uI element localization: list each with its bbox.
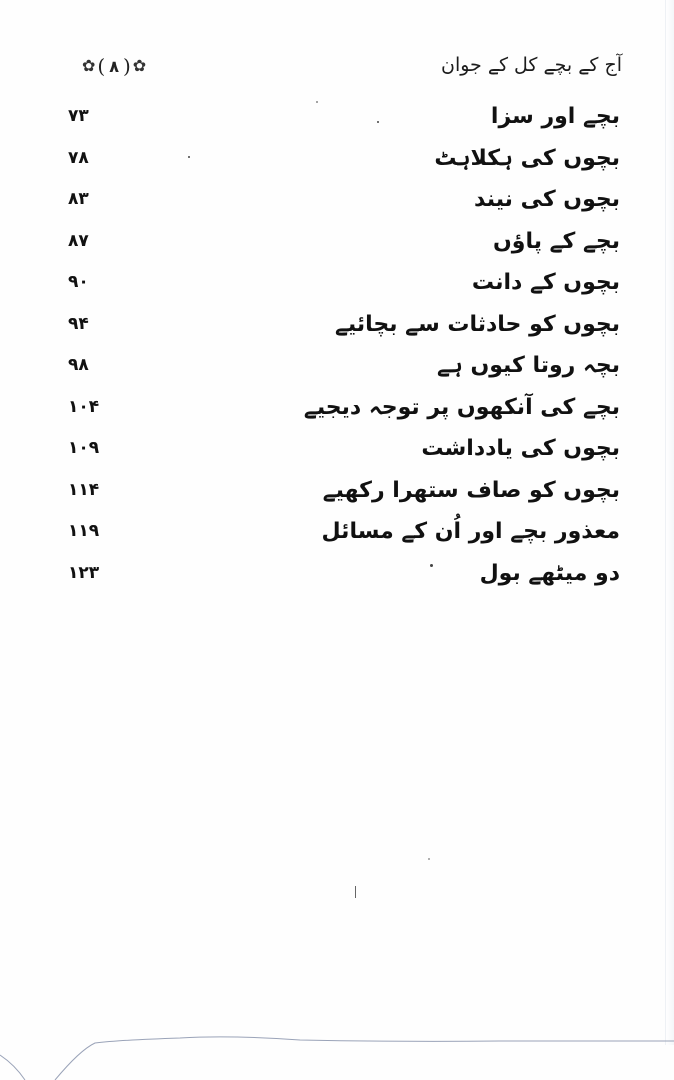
page-number: ۸ bbox=[109, 56, 119, 76]
toc-entry bbox=[0, 557, 674, 599]
toc-entry-page: ۱۱۴ bbox=[68, 479, 100, 500]
toc-entry bbox=[0, 183, 674, 225]
page-header bbox=[0, 52, 674, 92]
toc-entry bbox=[0, 142, 674, 184]
toc-entry bbox=[0, 349, 674, 391]
toc-entry-title: بچوں کی ہکلاہٹ bbox=[434, 145, 620, 171]
toc-entry bbox=[0, 515, 674, 557]
scan-speck bbox=[428, 858, 430, 860]
toc-entry-page: ۷۸ bbox=[68, 147, 89, 168]
toc-entry-title: بچوں کو صاف ستھرا رکھیے bbox=[322, 477, 620, 503]
toc-entry-page: ۸۷ bbox=[68, 230, 89, 251]
toc-entry-title: معذور بچے اور اُن کے مسائل bbox=[321, 519, 620, 544]
toc-entry-page: ۱۰۹ bbox=[68, 438, 100, 458]
scan-speck bbox=[377, 121, 379, 123]
toc-entry-title: بچہ روتا کیوں ہے bbox=[437, 353, 620, 378]
toc-entry-page: ۱۰۴ bbox=[68, 396, 100, 417]
page-edge-curve bbox=[0, 1030, 674, 1080]
toc-entry-page: ۱۱۹ bbox=[68, 521, 100, 541]
toc-entry-title: دو میٹھے بول bbox=[479, 560, 620, 586]
toc-entry-title: بچوں کو حادثات سے بچائیے bbox=[335, 311, 620, 337]
toc-entry-title: بچوں کی نیند bbox=[474, 187, 620, 212]
toc-entry-page: ۱۲۳ bbox=[68, 562, 100, 583]
toc-entry-title: بچے اور سزا bbox=[490, 104, 620, 129]
running-head-title: آج کے بچے کل کے جوان bbox=[440, 54, 622, 76]
floral-ornament-icon: ✿ bbox=[82, 56, 96, 75]
left-bracket-icon: ( bbox=[97, 54, 106, 78]
scan-mark bbox=[355, 886, 356, 898]
toc-entry-title: بچے کے پاؤں bbox=[493, 228, 620, 254]
page-number-ornament bbox=[82, 56, 146, 76]
right-bracket-icon: ) bbox=[122, 54, 131, 78]
toc-entry bbox=[0, 100, 674, 142]
toc-entry-page: ۹۸ bbox=[68, 355, 89, 375]
scan-speck bbox=[188, 156, 190, 158]
toc-entry bbox=[0, 225, 674, 267]
table-of-contents bbox=[0, 100, 674, 598]
toc-entry-title: بچے کی آنکھوں پر توجہ دیجیے bbox=[303, 394, 620, 420]
toc-entry bbox=[0, 266, 674, 308]
scan-speck bbox=[430, 564, 433, 567]
toc-entry bbox=[0, 308, 674, 350]
toc-entry-page: ۹۰ bbox=[68, 272, 89, 292]
toc-entry-page: ۷۳ bbox=[68, 106, 89, 126]
toc-entry bbox=[0, 474, 674, 516]
toc-entry-page: ۸۳ bbox=[68, 189, 89, 209]
scan-speck bbox=[316, 101, 318, 103]
toc-entry-title: بچوں کی یادداشت bbox=[421, 436, 620, 461]
floral-ornament-icon: ✿ bbox=[132, 56, 147, 75]
toc-entry-page: ۹۴ bbox=[68, 313, 89, 334]
toc-entry-title: بچوں کے دانت bbox=[471, 270, 620, 295]
toc-entry bbox=[0, 432, 674, 474]
toc-entry bbox=[0, 391, 674, 433]
